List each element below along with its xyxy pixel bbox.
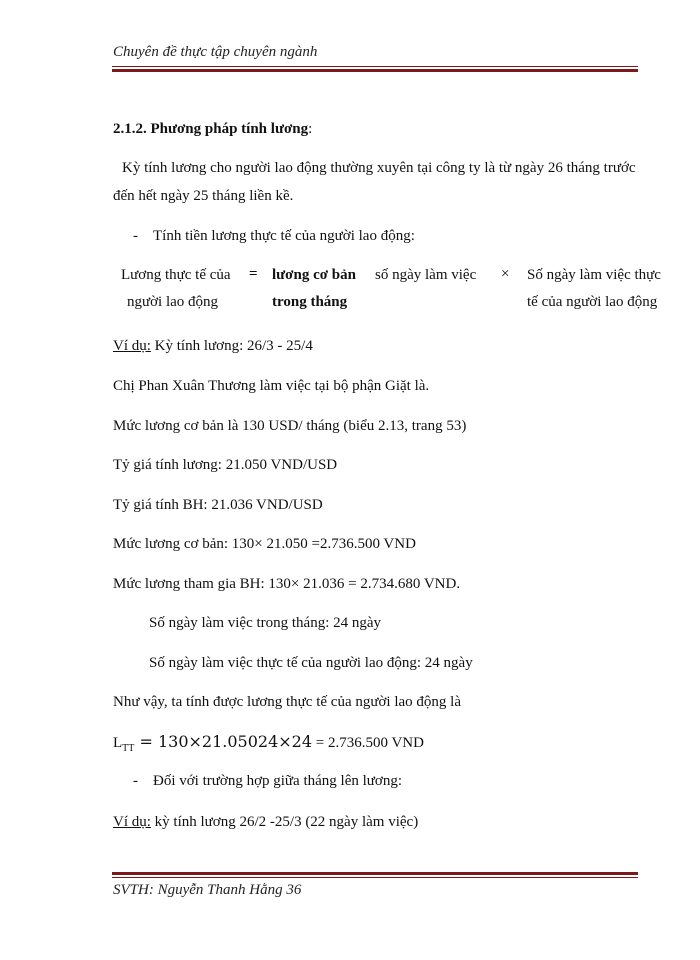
page-header: Chuyên đề thực tập chuyên ngành	[113, 44, 318, 60]
formula-equals: =	[249, 266, 258, 282]
formula-mid-line1b: số ngày làm việc	[375, 267, 477, 283]
example-label: Ví dụ:	[113, 338, 151, 354]
footer-rule-thin	[112, 877, 638, 878]
example-text: Kỳ tính lương: 26/3 - 25/4	[150, 338, 313, 354]
bullet-text: Tính tiền lương thực tế của người lao động:	[153, 228, 415, 244]
bullet-text: Đối với trường hợp giữa tháng lên lương:	[153, 773, 403, 789]
formula-right-line1: Số ngày làm việc thực	[527, 267, 661, 283]
footer-rule-thick	[112, 872, 638, 875]
header-rule-thick	[112, 69, 638, 72]
formula-right-line2: tế của người lao động	[527, 294, 658, 310]
body-line: Chị Phan Xuân Thương làm việc tại bộ phận Giặt là.	[113, 378, 430, 394]
intro-line-1: Kỳ tính lương cho người lao động thường xuyên tại công ty là từ ngày 26 tháng trước	[122, 160, 636, 176]
calc-symbol: L	[113, 735, 123, 751]
body-line: Mức lương tham gia BH: 130× 21.036 = 2.734.680 VND.	[113, 576, 461, 592]
section-heading	[113, 121, 312, 138]
section-title: Phương pháp tính lương	[150, 121, 309, 137]
example-text: kỳ tính lương 26/2 -25/3 (22 ngày làm việc)	[150, 814, 419, 830]
body-line: Tỷ giá tính lương: 21.050 VND/USD	[113, 457, 338, 473]
example-2	[113, 814, 418, 831]
example-1	[113, 338, 313, 355]
formula-times: ×	[501, 266, 510, 282]
calc-subscript: TT	[122, 743, 135, 754]
section-colon: :	[308, 121, 313, 137]
calc-result: = 2.736.500 VND	[312, 735, 424, 751]
intro-line-2: đến hết ngày 25 tháng liền kề.	[113, 188, 294, 204]
formula-mid-line2: trong tháng	[272, 294, 348, 310]
body-line: Mức lương cơ bản là 130 USD/ tháng (biểu 2.13, trang 53)	[113, 418, 467, 434]
indented-line: Số ngày làm việc trong tháng: 24 ngày	[149, 615, 382, 631]
formula-left-line2: người lao động	[127, 294, 219, 310]
bullet-dash: -	[133, 773, 138, 789]
example-label: Ví dụ:	[113, 814, 151, 830]
section-number: 2.1.2.	[113, 121, 147, 137]
body-line: Mức lương cơ bản: 130× 21.050 =2.736.500 VND	[113, 536, 416, 552]
conclusion-line: Như vậy, ta tính được lương thực tế của người lao động là	[113, 694, 461, 710]
formula-left-line1: Lương thực tế của	[121, 267, 231, 283]
header-rule-thin	[112, 66, 638, 67]
calc-expression: = 130×21.05024×24	[134, 732, 313, 751]
bullet-dash: -	[133, 228, 138, 244]
formula-mid-line1: lương cơ bản	[272, 267, 356, 283]
page-footer: SVTH: Nguyễn Thanh Hằng 36	[113, 882, 302, 898]
body-line: Tỷ giá tính BH: 21.036 VND/USD	[113, 497, 323, 513]
calc-line	[113, 732, 424, 754]
indented-line: Số ngày làm việc thực tế của người lao động: 24 ngày	[149, 655, 473, 671]
